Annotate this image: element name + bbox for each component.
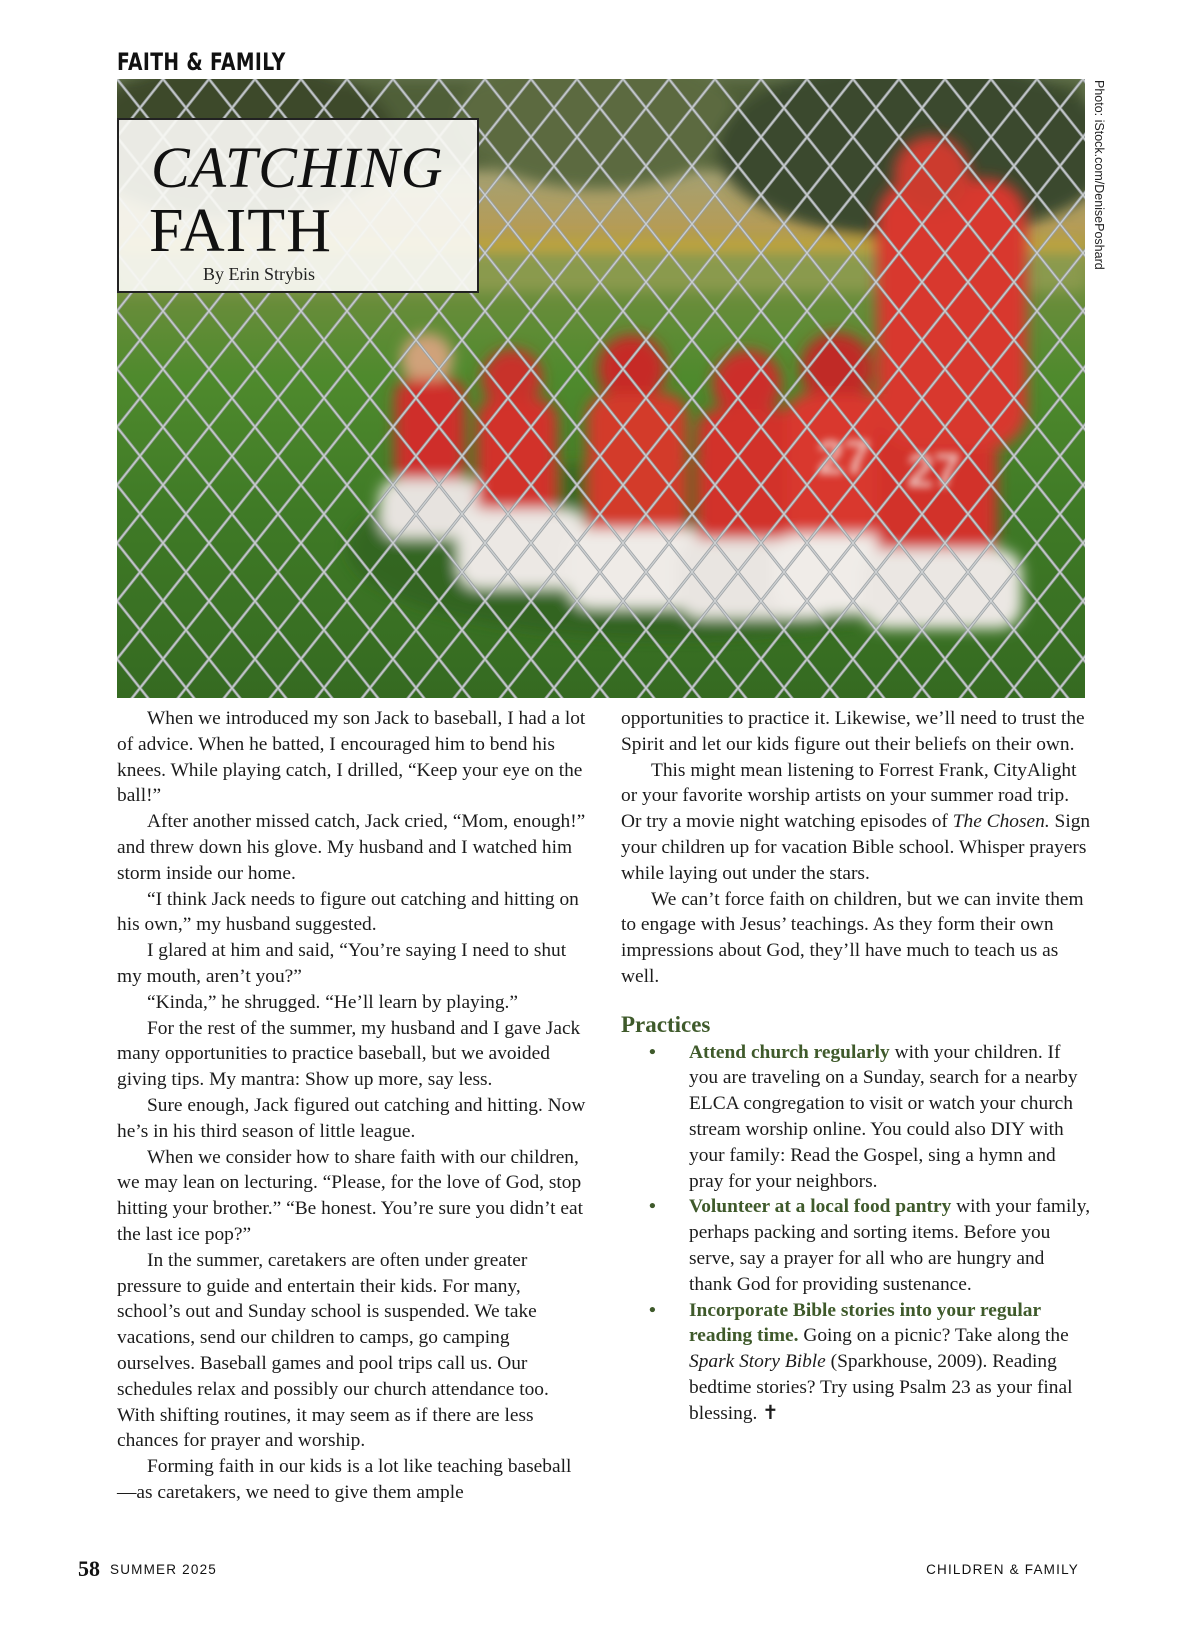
practice-text: (Sparkhouse, 2009). Reading bedtime stories? Try using Psalm 23 as your final blessing. <box>689 1351 1073 1424</box>
article-column-right <box>621 706 1091 1427</box>
article-paragraph: For the rest of the summer, my husband and I gave Jack many opportunities to practice baseball, but we avoided giving tips. My mantra: Show up more, say less. <box>117 1017 581 1091</box>
practice-highlight: Attend church regularly <box>689 1041 890 1063</box>
practices-heading: Practices <box>621 1011 711 1037</box>
practice-text: with your family, perhaps packing and sorting items. Before you serve, say a prayer for all who are hungry and thank God for providing sustenance. <box>689 1196 1091 1295</box>
article-paragraph: opportunities to practice it. Likewise, we’ll need to trust the Spirit and let our kids figure out their beliefs on their own. <box>621 708 1085 755</box>
article-paragraph: We can’t force faith on children, but we can invite them to engage with Jesus’ teachings. As they form their own impressions about God, they’ll have much to teach us as well. <box>621 888 1084 987</box>
practice-text: Going on a picnic? Take along the <box>798 1325 1069 1347</box>
article-paragraph: When we consider how to share faith with our children, we may lean on lecturing. “Please, for the love of God, stop hitting your brother.” “Be honest. You’re sure you didn’t eat the last ice pop?” <box>117 1146 584 1245</box>
article-title-line1: CATCHING <box>151 135 444 200</box>
issue-label: SUMMER 2025 <box>110 1562 217 1577</box>
practice-item <box>621 1298 1091 1427</box>
practices-list <box>621 1040 1091 1427</box>
bullet-icon: • <box>649 1041 656 1063</box>
article-title-line2: FAITH <box>149 197 332 265</box>
practice-highlight: Incorporate Bible stories into your regular reading time. <box>689 1299 1041 1347</box>
article-paragraph: I glared at him and said, “You’re saying I need to shut my mouth, aren’t you?” <box>117 940 567 987</box>
show-title: The Chosen. <box>952 811 1050 833</box>
practice-item <box>621 1040 1091 1195</box>
cross-end-icon: ✝ <box>762 1402 779 1424</box>
article-paragraph: Forming faith in our kids is a lot like teaching baseball—as caretakers, we need to give them ample <box>117 1456 572 1503</box>
photo-credit: Photo: iStock.com/DenisePoshard <box>1092 80 1106 270</box>
byline: By Erin Strybis <box>203 264 316 284</box>
bullet-icon: • <box>649 1299 656 1321</box>
article-paragraph <box>621 758 1091 887</box>
section-label: FAITH & FAMILY <box>117 48 286 76</box>
title-box <box>117 118 479 293</box>
footer-section-label: CHILDREN & FAMILY <box>926 1562 1079 1577</box>
practice-text: with your children. If you are traveling on a Sunday, search for a nearby ELCA congregation to visit or watch your church stream worship online. You could also DIY with your family: Read the Gospel, sing a hymn and pray for your neighbors. <box>689 1041 1078 1192</box>
page-number: 58 <box>78 1556 100 1581</box>
bullet-icon: • <box>649 1196 656 1218</box>
book-title: Spark Story Bible <box>689 1351 826 1373</box>
practice-highlight: Volunteer at a local food pantry <box>689 1196 952 1218</box>
article-paragraph: In the summer, caretakers are often under greater pressure to guide and entertain their kids. For many, school’s out and Sunday school is suspended. We take vacations, send our children to camps, go camping ourselves. Baseball games and pool trips call us. Our schedules relax and possibly our church attendance too. With shifting routines, it may seem as if there are less chances for prayer and worship. <box>117 1249 549 1452</box>
article-column-left <box>117 706 587 1506</box>
text-run: Sign your children up for vacation Bible school. Whisper prayers while laying out under the stars. <box>621 811 1091 884</box>
text-run: This might mean listening to Forrest Frank, CityAlight or your favorite worship artists on your summer road trip. Or try a movie night watching episodes of <box>621 759 1077 833</box>
article-paragraph: When we introduced my son Jack to baseball, I had a lot of advice. When he batted, I encouraged him to bend his knees. While playing catch, I drilled, “Keep your eye on the ball!” <box>117 708 586 807</box>
article-paragraph: After another missed catch, Jack cried, “Mom, enough!” and threw down his glove. My husband and I watched him storm inside our home. <box>117 811 586 884</box>
article-paragraph: “Kinda,” he shrugged. “He’ll learn by playing.” <box>147 991 518 1013</box>
article-paragraph: Sure enough, Jack figured out catching and hitting. Now he’s in his third season of little league. <box>117 1094 586 1142</box>
article-paragraph: “I think Jack needs to figure out catching and hitting on his own,” my husband suggested. <box>117 888 579 936</box>
practice-item <box>621 1194 1091 1297</box>
